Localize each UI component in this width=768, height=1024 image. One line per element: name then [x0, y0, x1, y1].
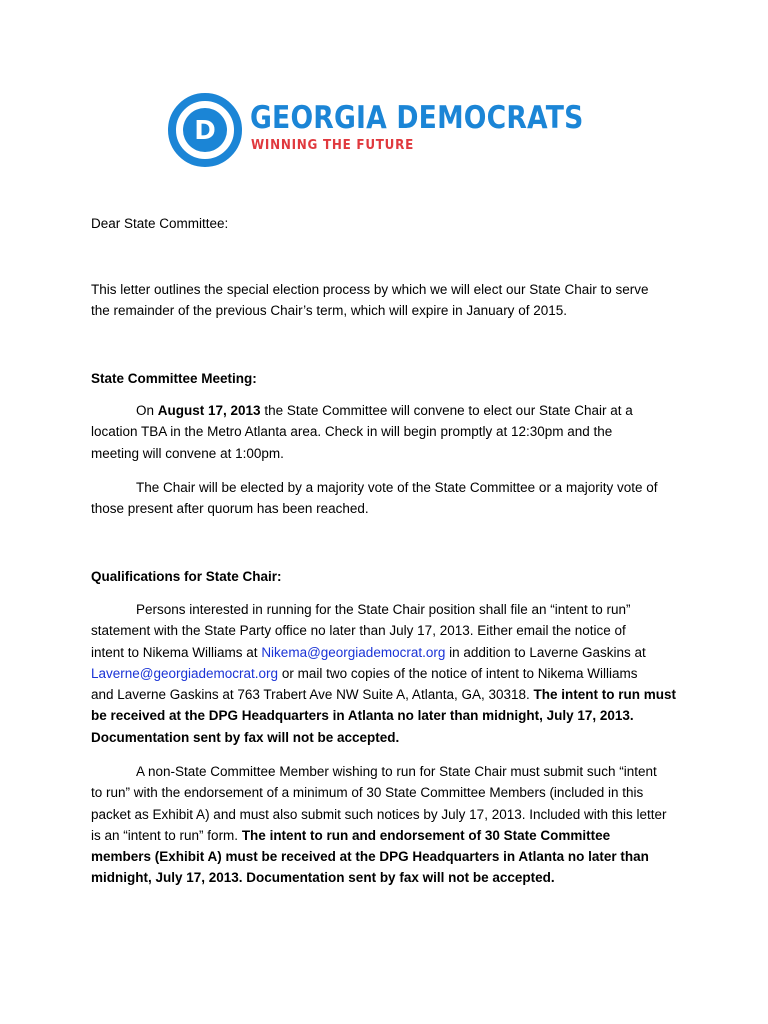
qual-p2-line: is an “intent to run” form. The intent to run and endorsement of 30 State Committee: [91, 827, 611, 843]
qual-p1-line: and Laverne Gaskins at 763 Trabert Ave NW Suite A, Atlanta, GA, 30318. The intent to run must: [91, 687, 677, 703]
qual-p1-line: be received at the DPG Headquarters in Atlanta no later than midnight, July 17, 2013.: [91, 708, 634, 724]
logo-tagline: WINNING THE FUTURE: [251, 138, 414, 153]
meeting-p1-line: location TBA in the Metro Atlanta area. Check in will begin promptly at 12:30pm and the: [91, 424, 613, 440]
meeting-paragraph-2: [91, 477, 691, 520]
qual-p2-line: members (Exhibit A) must be received at the DPG Headquarters in Atlanta no later than: [91, 849, 649, 865]
logo-name: GEORGIA DEMOCRATS: [250, 100, 584, 136]
meeting-p2-line: The Chair will be elected by a majority vote of the State Committee or a majority vote of: [136, 480, 658, 495]
qual-p1-line: statement with the State Party office no later than July 17, 2013. Either email the notice of: [91, 623, 626, 639]
qual-p1-line: Laverne@georgiademocrat.org or mail two copies of the notice of intent to Nikema Williams: [91, 665, 638, 681]
georgia-democrats-logo: [167, 92, 607, 168]
qualifications-paragraph-1: [91, 599, 691, 748]
democrats-d-icon: [167, 92, 243, 168]
qual-p1-line: Persons interested in running for the State Chair position shall file an “intent to run”: [136, 602, 631, 617]
intro-line: the remainder of the previous Chair’s term, which will expire in January of 2015.: [91, 303, 567, 319]
email-link-laverne[interactable]: Laverne@georgiademocrat.org: [91, 665, 279, 681]
logo-mark-letter: D: [194, 116, 216, 146]
meeting-p2-line: those present after quorum has been reached.: [91, 501, 369, 517]
email-link-nikema[interactable]: Nikema@georgiademocrat.org: [261, 644, 446, 660]
qual-p2-line: midnight, July 17, 2013. Documentation sent by fax will not be accepted.: [91, 870, 555, 886]
meeting-paragraph-1: [91, 400, 691, 464]
qual-p1-line: intent to Nikema Williams at Nikema@georgiademocrat.org in addition to Laverne Gaskins at: [91, 644, 646, 660]
salutation: Dear State Committee:: [91, 216, 229, 231]
qual-p2-line: to run” with the endorsement of a minimum of 30 State Committee Members (included in this: [91, 785, 644, 801]
intro-paragraph: [91, 279, 691, 322]
qual-p2-line: packet as Exhibit A) and must also submit such notices by July 17, 2013. Included with this letter: [91, 806, 667, 822]
qual-p2-line: A non-State Committee Member wishing to run for State Chair must submit such “intent: [136, 764, 657, 779]
meeting-p1-line: meeting will convene at 1:00pm.: [91, 445, 284, 461]
qualifications-paragraph-2: [91, 761, 691, 889]
intro-line: This letter outlines the special election process by which we will elect our State Chair to serve: [91, 282, 649, 297]
meeting-date: August 17, 2013: [157, 403, 261, 418]
meeting-heading: State Committee Meeting:: [91, 371, 257, 386]
qual-p1-line: Documentation sent by fax will not be accepted.: [91, 729, 400, 745]
qualifications-heading: Qualifications for State Chair:: [91, 569, 282, 584]
meeting-p1-line: On August 17, 2013 the State Committee will convene to elect our State Chair at a: [136, 403, 633, 418]
